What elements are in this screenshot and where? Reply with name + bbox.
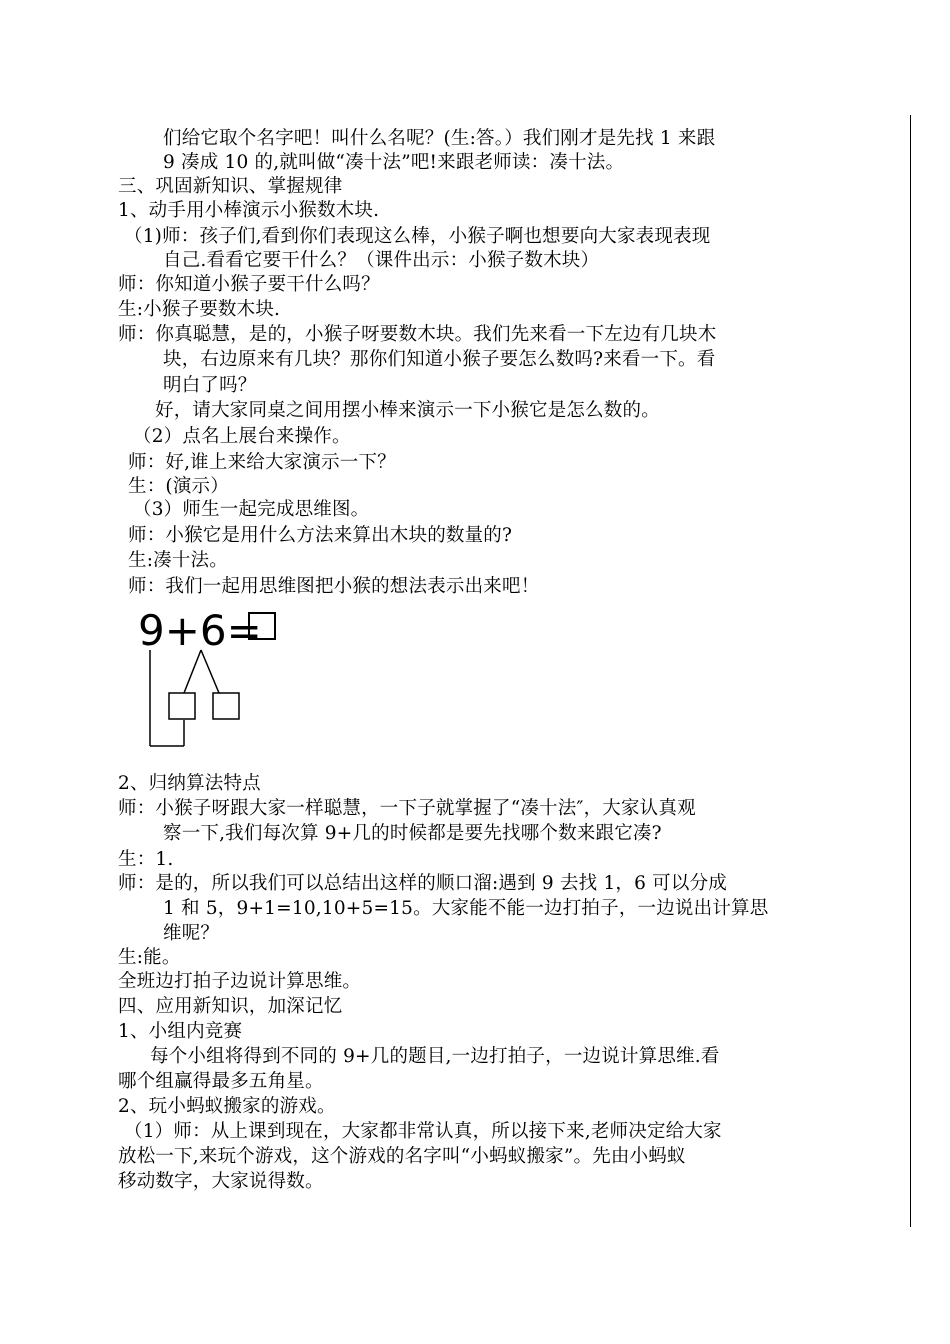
text-line: 移动数字，大家说得数。 [118, 1171, 324, 1192]
text-line: 师：小猴它是用什么方法来算出木块的数量的? [128, 525, 513, 546]
thinking-diagram [130, 598, 290, 758]
text-line: 生：(演示） [128, 476, 229, 497]
text-line: 生:小猴子要数木块. [118, 299, 281, 320]
text-line: 明白了吗？ [163, 375, 257, 396]
text-line: 师：你真聪慧，是的，小猴子呀要数木块。我们先来看一下左边有几块木 [118, 324, 717, 345]
text-line: 生：1. [118, 849, 174, 870]
subsection-heading: 1、动手用小棒演示小猴数木块. [118, 200, 380, 221]
split-line-left [184, 650, 201, 693]
text-line: 师：小猴子呀跟大家一样聪慧，一下子就掌握了“凑十法″，大家认真观 [118, 798, 696, 819]
text-line: 1 和 5，9+1=10,10+5=15。大家能不能一边打拍子，一边说出计算思 [163, 898, 769, 919]
split-line-right [201, 650, 219, 693]
subsection-heading: 1、小组内竞赛 [118, 1021, 243, 1042]
text-line: 师：好,谁上来给大家演示一下？ [128, 452, 396, 473]
split-box-right [213, 693, 239, 719]
text-line: 每个小组将得到不同的 9+几的题目,一边打拍子，一边说计算思维.看 [150, 1046, 720, 1067]
text-line: 块，右边原来有几块？那你们知道小猴子要怎么数吗?来看一下。看 [163, 349, 716, 370]
text-line: 维呢？ [163, 923, 220, 944]
text-line: 哪个组赢得最多五角星。 [118, 1071, 324, 1092]
text-line: 们给它取个名字吧！叫什么名呢？(生:答。）我们刚才是先找 1 来跟 [163, 128, 716, 149]
text-line: （1）师：从上课到现在，大家都非常认真，所以接下来,老师决定给大家 [124, 1121, 722, 1142]
text-line: 全班边打拍子边说计算思维。 [118, 971, 362, 992]
text-line: 生:能。 [118, 947, 181, 968]
text-line: 察一下,我们每次算 9+几的时候都是要先找哪个数来跟它凑? [163, 823, 662, 844]
text-line: （1)师：孩子们,看到你们表现这么棒，小猴子啊也想要向大家表现表现 [124, 226, 711, 247]
text-line: 师：你知道小猴子要干什么吗？ [118, 274, 380, 295]
text-line: 师：是的，所以我们可以总结出这样的顺口溜:遇到 9 去找 1，6 可以分成 [118, 873, 727, 894]
section-heading: 四、应用新知识，加深记忆 [118, 996, 343, 1017]
section-heading: 三、巩固新知识、掌握规律 [118, 176, 343, 197]
split-box-left [169, 693, 195, 719]
text-line: 放松一下,来玩个游戏，这个游戏的名字叫“小蚂蚁搬家”。先由小蚂蚁 [118, 1146, 686, 1167]
text-line: 自己.看看它要干什么？（课件出示：小猴子数木块） [163, 250, 600, 271]
subsection-heading: 2、归纳算法特点 [118, 773, 261, 794]
text-line: 生:凑十法。 [128, 550, 228, 571]
right-margin-line [910, 115, 911, 1227]
text-line: 师：我们一起用思维图把小猴的想法表示出来吧！ [128, 576, 540, 597]
text-line: 9 凑成 10 的,就叫做“凑十法”吧!来跟老师读：凑十法。 [163, 152, 625, 173]
subsection-heading: 2、玩小蚂蚁搬家的游戏。 [118, 1096, 336, 1117]
text-line: （2）点名上展台来操作。 [133, 426, 351, 447]
diagram-equation: 9+6= [138, 606, 262, 655]
text-line: 好，请大家同桌之间用摆小棒来演示一下小猴它是怎么数的。 [155, 400, 660, 421]
text-line: （3）师生一起完成思维图。 [133, 499, 370, 520]
